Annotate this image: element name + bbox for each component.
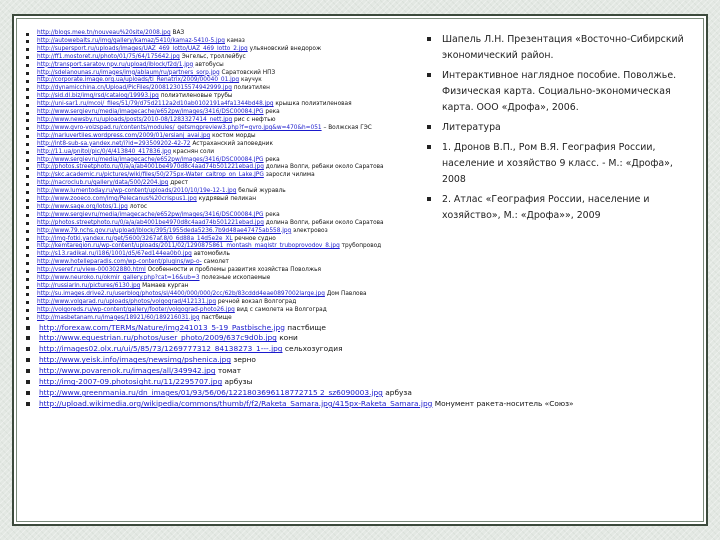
- bullet-icon: [26, 230, 29, 233]
- bullet-icon: [26, 143, 29, 146]
- link-list-item: [24, 30, 454, 38]
- reference-item: [424, 68, 696, 116]
- link-description: ВАЗ: [172, 30, 185, 36]
- link-list-item: [24, 54, 454, 62]
- bullet-icon: [26, 336, 30, 340]
- source-link[interactable]: http://skc.academic.ru/pictures/wiki/files/50/275px-Water_caltrop_on_Lake.JPG: [37, 172, 264, 179]
- link-list-item: [24, 85, 454, 93]
- bullet-icon: [26, 317, 29, 320]
- slide: [12, 14, 708, 526]
- source-link[interactable]: http://s13.radikal.ru/i186/1001/d5/67ed144ea0b0.jpg: [37, 251, 192, 258]
- bullet-icon: [26, 214, 29, 217]
- source-link[interactable]: http://nariuvertiles.wordpress.com/2009/01/ersianj_avai.jpg: [37, 132, 211, 139]
- link-description: Саратовский НПЗ: [221, 69, 276, 76]
- link-list-item: [24, 196, 454, 204]
- reference-item: [424, 120, 696, 136]
- bullet-icon: [26, 127, 29, 130]
- link-list-item: [24, 212, 454, 220]
- reference-text: 2. Атлас «География России, население и хозяйство», М.: «Дрофа»», 2009: [442, 194, 650, 221]
- bullet-icon: [26, 402, 30, 406]
- bullet-icon: [26, 135, 29, 138]
- link-list-item: [24, 62, 454, 70]
- link-list-item: [24, 251, 454, 259]
- link-list-item: [24, 333, 454, 344]
- link-list-item: [24, 70, 454, 78]
- reference-text: Интерактивное наглядное пособие. Поволжье. Физическая карта. Социально-экономическая карта. ООО «Дрофа», 2006.: [442, 70, 677, 113]
- link-description: рис с нефтью: [234, 116, 276, 123]
- link-description: Мамаев курган: [142, 283, 189, 289]
- bullet-icon: [26, 167, 29, 170]
- bullet-icon: [26, 270, 29, 273]
- link-list-item: [24, 283, 454, 291]
- link-list-item: [24, 377, 454, 388]
- bullet-icon: [26, 104, 29, 107]
- link-description: кудрявый пеликан: [198, 196, 257, 203]
- link-list-item: [24, 299, 454, 307]
- bullet-icon: [26, 72, 29, 75]
- link-list-item: [24, 366, 454, 377]
- link-description: Дом Павлова: [326, 290, 367, 297]
- source-link[interactable]: http://sdelanounas.ru/images/img/ablaum/ru/partners_sorp.jpg: [37, 69, 220, 76]
- link-description: Монумент ракета-носитель «Союз»: [434, 398, 574, 408]
- link-list-item: [24, 259, 454, 267]
- link-list-item: [24, 236, 454, 244]
- link-description: электровоз: [293, 227, 328, 234]
- link-description: белый журавль: [238, 188, 286, 195]
- link-list-item: [24, 133, 454, 141]
- link-list-item: [24, 355, 454, 366]
- bullet-icon: [26, 191, 29, 194]
- link-list-item: [24, 77, 454, 85]
- bullet-icon: [26, 278, 29, 281]
- link-list-item: [24, 220, 454, 228]
- link-description: лотос: [129, 203, 148, 210]
- bullet-icon: [427, 73, 431, 77]
- bullet-icon: [26, 151, 29, 154]
- source-link[interactable]: http://www.zooeco.com/img/Pelecanus%20crispus1.jpg: [37, 196, 197, 203]
- bullet-icon: [26, 380, 30, 384]
- link-description: автобусы: [195, 61, 224, 68]
- link-description: – Волжская ГЭС: [323, 124, 372, 131]
- bullet-icon: [26, 206, 29, 209]
- bullet-icon: [427, 37, 431, 41]
- link-list-item: [24, 228, 454, 236]
- bullet-icon: [26, 96, 29, 99]
- source-link[interactable]: http://www.79.nchs.gov.ru/upload/iblock/395/1955deda5236.7b9d48ae47475ab558.jpg: [37, 227, 292, 234]
- link-list-item: [24, 315, 454, 323]
- source-link[interactable]: http://su.images.drive2.ru/userblog/photos/sl/4400/000/000/2cc/62b/83cddd4eae0897002large.jpg: [37, 290, 325, 297]
- bullet-icon: [26, 238, 29, 241]
- link-description: полиэтилен: [233, 85, 270, 92]
- link-description: Энгельс, троллейбус: [181, 53, 246, 60]
- link-description: крышка полиэтиленовая: [275, 101, 352, 108]
- bullet-icon: [26, 246, 29, 249]
- link-list-item: [24, 243, 454, 251]
- source-link[interactable]: http://vseref.ru/view-000302880.html: [37, 267, 146, 274]
- bullet-icon: [26, 112, 29, 115]
- bullet-icon: [26, 199, 29, 202]
- link-description: река: [265, 109, 280, 116]
- source-link[interactable]: http://photos.streetphoto.ru/0/a/a/ab4001be4970d8c4aad74b501221ebad.jpg: [37, 164, 264, 171]
- bullet-icon: [26, 286, 29, 289]
- bullet-icon: [26, 358, 30, 362]
- link-list-item: [24, 204, 454, 212]
- bullet-icon: [26, 40, 29, 43]
- source-link[interactable]: http://www.hotelleparadis.com/wp-content/plugins/wp-o-: [37, 259, 202, 266]
- link-description: речное судно: [234, 235, 276, 242]
- bullet-icon: [427, 197, 431, 201]
- source-link[interactable]: http://upload.wikimedia.org/wikipedia/commons/thumb/f/f2/Raketa_Samara.jpg/415px-Raketa_Samara.jpg: [39, 398, 433, 408]
- bullet-icon: [26, 183, 29, 186]
- source-link[interactable]: http://autowebalts.ru/img/gallery/kamaz/5410/kamaz-5410-5.jpg: [37, 37, 225, 44]
- source-link[interactable]: http://int8-sub-sa.yandex.net/i?id=293509202-42-72: [37, 140, 191, 147]
- link-list-item: [24, 46, 454, 54]
- bullet-icon: [26, 254, 29, 257]
- source-link[interactable]: http://www.yeisk.info/images/newsimg/pshenica.jpg: [39, 355, 232, 365]
- bullet-icon: [26, 326, 30, 330]
- bullet-icon: [26, 369, 30, 373]
- source-link[interactable]: http://www.newsby.ru/uploads/posts/2010-08/1283327414_nett.jpg: [37, 116, 233, 123]
- source-link[interactable]: http://www.sergievru/media/imagecache/e652pw/images/3416/DSC00084.JPG: [37, 156, 264, 163]
- source-link[interactable]: http://corporate.image.org.ua/uploads/ti_Renatrix/2009/00040_01.jpg: [37, 77, 240, 84]
- source-link[interactable]: http://masbetanam.ru/images/18921/60/189216031.jpg: [37, 314, 200, 321]
- link-list-item: [24, 117, 454, 125]
- link-list-item: [24, 307, 454, 315]
- bullet-icon: [26, 48, 29, 51]
- link-description: ульяновский внедорож: [249, 45, 322, 52]
- link-list-item: [24, 398, 574, 410]
- reference-text: 1. Дронов В.П., Ром В.Я. География России, население и хозяйство 9 класс. - М.: «Дрофа», 2008: [442, 142, 673, 185]
- link-description: речной вокзал Волгоград: [217, 298, 297, 305]
- link-list-item: [24, 141, 454, 149]
- link-description: пастбище: [201, 314, 232, 321]
- source-link[interactable]: http://www.sergievru/media/imagecache/e652pw/images/3416/DSC00084.JPG: [37, 211, 264, 218]
- source-link[interactable]: http://www.greenmania.ru/dn_images/01/93/56/06/1221803696118772715 2_sz6090003.jpg: [39, 387, 383, 397]
- link-description: долина Волги, ребаки около Саратова: [265, 164, 384, 171]
- link-description: пастбище: [287, 322, 326, 332]
- link-description: кони: [279, 333, 298, 343]
- link-list-item: [24, 323, 454, 334]
- bullet-icon: [26, 301, 29, 304]
- bullet-icon: [26, 88, 29, 91]
- link-list-item: [24, 291, 454, 299]
- link-list-item: [24, 388, 454, 399]
- source-link[interactable]: http://blogs.mee.tn/nouveau%20site/2008.jpg: [37, 30, 171, 36]
- link-list-item: [24, 188, 454, 196]
- link-list-item: [24, 267, 454, 275]
- bullet-icon: [26, 56, 29, 59]
- reference-item: [424, 192, 696, 224]
- bullet-icon: [26, 33, 29, 36]
- source-link[interactable]: http://img-2007-09.photosight.ru/11/2295707.jpg: [39, 377, 223, 387]
- source-link[interactable]: http://www.sage.org/lotos/1.jpg: [37, 203, 128, 210]
- link-list-item: [24, 172, 454, 180]
- link-list-item: [24, 101, 454, 109]
- link-list-item: [24, 38, 454, 46]
- link-description: камаз: [226, 37, 245, 44]
- source-link[interactable]: http://transport.saratov.npv.ru/upload/iblock/f2d/1.jpg: [37, 61, 194, 68]
- bullet-icon: [427, 145, 431, 149]
- link-list-item: [24, 180, 454, 188]
- source-link[interactable]: http://www.equestrian.ru/photos/user_photo/2009/637c9d0b.jpg: [39, 333, 277, 343]
- bullet-icon: [26, 159, 29, 162]
- link-description: самолет: [203, 259, 229, 266]
- source-link[interactable]: http://images02.olx.ru/ui/5/85/73/1269777312_84138273_1---.jpg: [39, 344, 283, 354]
- link-description: полиэтиленовые трубы: [160, 93, 233, 100]
- source-link[interactable]: http://russiarin.ru/pictures/6130.jpg: [37, 283, 141, 289]
- reference-text: Шапель Л.Н. Презентация «Восточно-Сибирский экономический район.: [442, 34, 684, 61]
- references-list: [424, 32, 696, 228]
- link-list-item: [24, 125, 454, 133]
- bullet-icon: [26, 309, 29, 312]
- link-description: костом морды: [212, 132, 256, 139]
- link-description: томат: [217, 366, 242, 376]
- link-description: река: [265, 211, 280, 218]
- link-description: автомобиль: [193, 251, 230, 258]
- link-list-item: [24, 157, 454, 165]
- bullet-icon: [26, 175, 29, 178]
- source-link[interactable]: http://volgoreds.ru/wp-content/gallery/footer/volgograd-photo26.jpg: [37, 306, 235, 313]
- source-link[interactable]: http://uni-sar1.ru/mcoi/_files/51/79/d75d2112a2d10ab0102191a4fa1344bd48.jpg: [37, 101, 274, 108]
- bullet-icon: [26, 347, 30, 351]
- source-link[interactable]: http://img-fotki.yandex.ru/get/5600/3267af.8/0_6d88a_14d5e2e_XL: [37, 235, 233, 242]
- source-link[interactable]: http://forexaw.com/TERMs/Nature/img241013_5-19_Pastbische.jpg: [39, 322, 285, 332]
- link-description: дрест: [170, 180, 189, 187]
- link-description: вид с самолета на Волгоград: [236, 306, 327, 313]
- source-link[interactable]: http://nacroclub.ru/gallery/data/500/2204.jpg: [37, 180, 169, 187]
- link-description: Астраханский заповедник: [192, 140, 273, 147]
- link-description: каучук: [240, 77, 262, 84]
- bullet-icon: [26, 80, 29, 83]
- source-link[interactable]: http://www.volgarad.ru/uploads/photos/volgograd/412131.jpg: [37, 298, 216, 305]
- source-link[interactable]: http://sid.dl.biz/img/rsd/catalog/19993.jpg: [37, 93, 159, 100]
- source-link[interactable]: http://kemtaregion.ru/wp-content/uploads/2011/02/1290875861_montash_magistr_truboprovodov_8.jpg: [37, 243, 340, 250]
- link-description: долина Волги, ребаки около Саратова: [265, 219, 384, 226]
- source-link[interactable]: http://www.neuroko.ru/okmir_gallery.php?cat=16&ub=3: [37, 275, 200, 282]
- source-link[interactable]: http://www.lumentoday.ru/wp-content/uploads/2010/10/19e-12-1.jpg: [37, 188, 237, 195]
- link-list-item: [24, 344, 454, 355]
- link-description: арбузы: [224, 377, 253, 387]
- link-description: краснян соли: [173, 148, 215, 155]
- link-description: река: [265, 156, 280, 163]
- link-description: сельхозугодия: [284, 344, 343, 354]
- link-description: арбуза: [385, 387, 412, 397]
- bullet-icon: [427, 125, 431, 129]
- link-description: Особенности и проблемы развития хозяйства Поволжья: [147, 267, 321, 274]
- link-list-item: [24, 275, 454, 283]
- link-list-item: [24, 149, 454, 157]
- source-link[interactable]: http://ff1.mostoret.ru/photo/01/75/64/175642.jpg: [37, 53, 180, 60]
- source-link[interactable]: http://supersport.ru/uploads/images/UAZ_469_Iotto/UAZ_469_Iotto_2.jpg: [37, 45, 248, 52]
- source-link[interactable]: http://www.gvro-volzspad.ru/contents/modules/_getsmgpreview3.php?f=gvro.jpg&w=470&h=051: [37, 124, 322, 131]
- link-description: полезные ископаемые: [201, 275, 271, 282]
- link-list-item: [24, 164, 454, 172]
- bullet-icon: [26, 119, 29, 122]
- reference-item: [424, 140, 696, 188]
- source-link[interactable]: http://photos.streetphoto.ru/0/a/a/ab4001be4970d8c4aad74b501221ebad.jpg: [37, 219, 264, 226]
- bullet-icon: [26, 391, 30, 395]
- reference-item: [424, 32, 696, 64]
- link-list-item: [24, 93, 454, 101]
- bullet-icon: [26, 293, 29, 296]
- link-description: зерно: [233, 355, 256, 365]
- bullet-icon: [26, 222, 29, 225]
- source-link[interactable]: http://www.povarenok.ru/images/all/349942.jpg: [39, 366, 216, 376]
- source-link[interactable]: http://dynamicchina.cn/Upload/PicFiles/2008123015574942999.jpg: [37, 85, 232, 92]
- link-description: трубопровод: [341, 243, 382, 250]
- link-list-item: [24, 109, 454, 117]
- bullet-icon: [26, 262, 29, 265]
- link-description: заросли чилима: [265, 172, 315, 179]
- source-link[interactable]: http://11.ua/pnitol/pic/0/4/413840_417836.jpg: [37, 148, 172, 155]
- source-link[interactable]: http://www.sergievru/media/imagecache/e652pw/images/3416/DSC00084.JPG: [37, 109, 264, 116]
- reference-text: Литература: [442, 122, 501, 133]
- bullet-icon: [26, 64, 29, 67]
